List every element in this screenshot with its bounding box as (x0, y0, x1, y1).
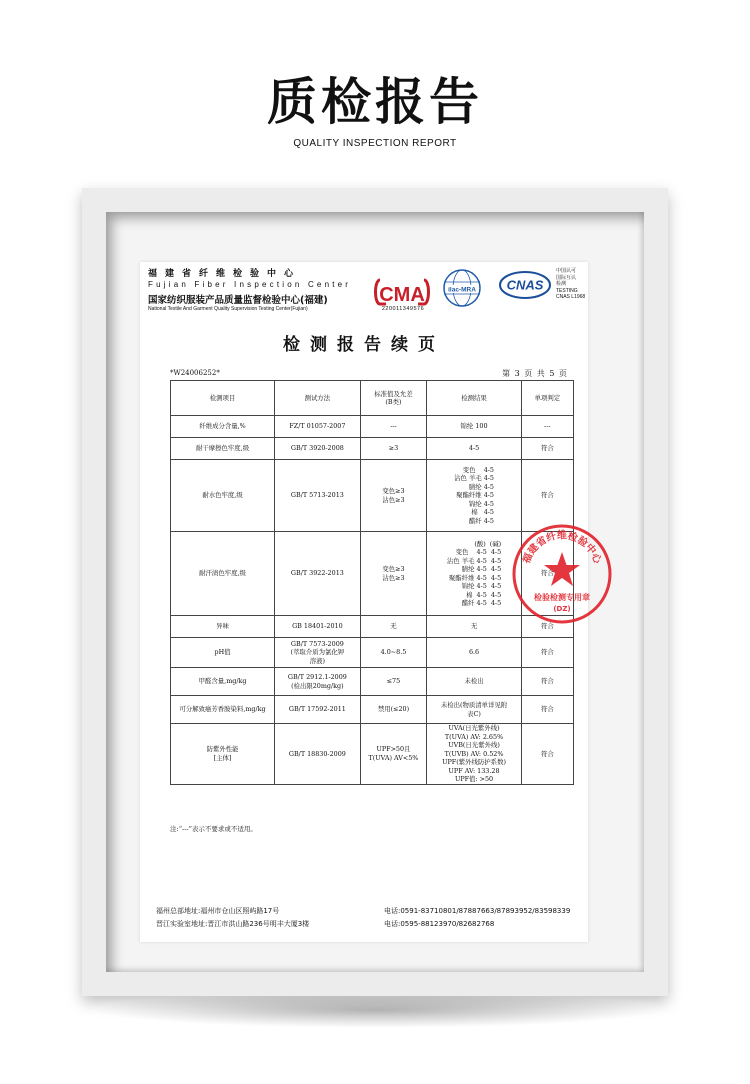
hq-address: 福州总部地址:福州市仓山区照屿路17号 (156, 907, 280, 915)
stamp-center-text: 检验检测专用章 (534, 593, 590, 602)
cell-item: 耐水色牢度,级 (171, 460, 275, 532)
org-name-en: Fujian Fiber Inspection Center (148, 280, 352, 289)
cell-standard: 无 (360, 616, 427, 638)
page-title: 质检报告 (267, 73, 483, 131)
inspection-stamp-icon (510, 522, 614, 626)
cell-result: 无 (427, 616, 522, 638)
org-name-cn: 福建省纤维检验中心 (148, 269, 302, 279)
col-header: 测试方法 (275, 381, 361, 416)
col-header: 标准值及允差 (B类) (360, 381, 427, 416)
cell-verdict: 符合 (521, 724, 573, 785)
cell-standard: 禁用(≤20) (360, 696, 427, 724)
report-number: *W24006252* (170, 369, 220, 377)
col-header: 检测项目 (171, 381, 275, 416)
cell-verdict: 符合 (521, 532, 573, 616)
hq-phone: 电话:0591-83710801/87887663/87893952/83598339 (384, 907, 571, 915)
cell-item: 可分解致癌芳香胺染料,mg/kg (171, 696, 275, 724)
cell-item: 甲醛含量,mg/kg (171, 668, 275, 696)
document-title: 检测报告续页 (283, 335, 445, 355)
stamp-ring-text: 福建省纤维检验中心 (521, 530, 603, 566)
table-row (171, 696, 574, 724)
cell-method: FZ/T 01057-2007 (275, 416, 361, 438)
cell-result: 锦纶 100 (427, 416, 522, 438)
table-header-row (171, 381, 574, 416)
cell-method: GB 18401-2010 (275, 616, 361, 638)
cell-verdict: --- (521, 416, 573, 438)
table-row (171, 460, 574, 532)
cnas-side-line: 检测 (556, 281, 567, 287)
cell-method: GB/T 3920-2008 (275, 438, 361, 460)
jj-phone: 电话:0595-88123970/82682768 (384, 920, 495, 928)
cell-item: pH值 (171, 638, 275, 668)
cell-method: GB/T 18830-2009 (275, 724, 361, 785)
cnas-side-line: TESTING (556, 287, 578, 294)
table-row (171, 638, 574, 668)
cnas-side-line: CNAS L1968 (556, 294, 586, 300)
cell-verdict: 符合 (521, 668, 573, 696)
cell-verdict: 符合 (521, 438, 573, 460)
cell-item: 纤维成分含量,% (171, 416, 275, 438)
center-name-en: National Textile And Garment Quality Supervision Testing Center(Fujian) (148, 306, 308, 312)
cell-standard: 4.0~8.5 (360, 638, 427, 668)
cell-standard: UPF>50且 T(UVA) AV<5% (360, 724, 427, 785)
cell-standard: --- (360, 416, 427, 438)
center-name-cn: 国家纺织服装产品质量监督检验中心(福建) (148, 295, 328, 306)
ilac-logo-text: ilac-MRA (448, 286, 476, 294)
cell-method: GB/T 7573-2009 (萃取介质为氯化钾 溶液) (275, 638, 361, 668)
cell-result: 未检出 (427, 668, 522, 696)
cnas-logo-icon (498, 270, 552, 300)
cma-number: 220011349576 (381, 306, 425, 312)
cell-method: GB/T 3922-2013 (275, 532, 361, 616)
cell-verdict: 符合 (521, 638, 573, 668)
stamp-code-text: (DZ) (553, 605, 571, 613)
table-row (171, 724, 574, 785)
page-subtitle: QUALITY INSPECTION REPORT (293, 138, 457, 149)
cell-result: 未检出(物质清单详见附 表C) (427, 696, 522, 724)
jj-address: 晋江实验室地址:晋江市洪山路236号明丰大厦3楼 (156, 920, 310, 928)
cell-result: 4-5 (427, 438, 522, 460)
cell-standard: 变色≥3 沾色≥3 (360, 460, 427, 532)
cell-method: GB/T 17592-2011 (275, 696, 361, 724)
cell-method: GB/T 2912.1-2009 (检出限20mg/kg) (275, 668, 361, 696)
cell-result: 变色 4-5 沾色 羊毛 4-5 腈纶 4-5 聚酯纤维 4-5 锦纶 4-5 棉 4-5 醋纤 4-5 (427, 460, 522, 532)
cell-verdict: 符合 (521, 696, 573, 724)
cell-result: 6.6 (427, 638, 522, 668)
cell-standard: 变色≥3 沾色≥3 (360, 532, 427, 616)
table-note: 注:“---”表示不要求或不适用。 (170, 825, 257, 833)
cell-verdict: 符合 (521, 460, 573, 532)
cnas-side-text (556, 268, 585, 301)
cell-result: UVA(日光紫外线) T(UVA) AV: 2.65% UVB(日光紫外线) T(UVB) AV: 0.52% UPF(紫外线防护系数) UPF AV: 133.28 UPF值: >50 (427, 724, 522, 785)
cell-method: GB/T 5713-2013 (275, 460, 361, 532)
cell-item: 耐干摩擦色牢度,级 (171, 438, 275, 460)
col-header: 单项判定 (521, 381, 573, 416)
cell-item: 防紫外性能 [主体] (171, 724, 275, 785)
cell-standard: ≤75 (360, 668, 427, 696)
cell-item: 耐汗渍色牢度,级 (171, 532, 275, 616)
cell-verdict: 符合 (521, 616, 573, 638)
cnas-logo-text: CNAS (506, 277, 544, 293)
frame-shadow (92, 992, 662, 1028)
table-row (171, 416, 574, 438)
page-number: 第 3 页 共 5 页 (502, 369, 568, 378)
cell-result: (酸) (碱) 变色 4-5 4-5 沾色 羊毛 4-5 4-5 腈纶 4-5 4-5 聚酯纤维 4-5 4-5 锦纶 4-5 4-5 棉 4-5 4-5 醋纤 4-5 4-5 (427, 532, 522, 616)
cell-standard: ≥3 (360, 438, 427, 460)
report-paper (140, 262, 603, 942)
cnas-side-line: 国际互认 (556, 274, 577, 281)
col-header: 检测结果 (427, 381, 522, 416)
cnas-side-line: 中国认可 (556, 268, 577, 274)
table-row (171, 668, 574, 696)
table-row (171, 438, 574, 460)
cell-item: 异味 (171, 616, 275, 638)
ilac-mra-logo-icon (442, 268, 482, 308)
cma-logo-text: CMA (379, 284, 425, 306)
